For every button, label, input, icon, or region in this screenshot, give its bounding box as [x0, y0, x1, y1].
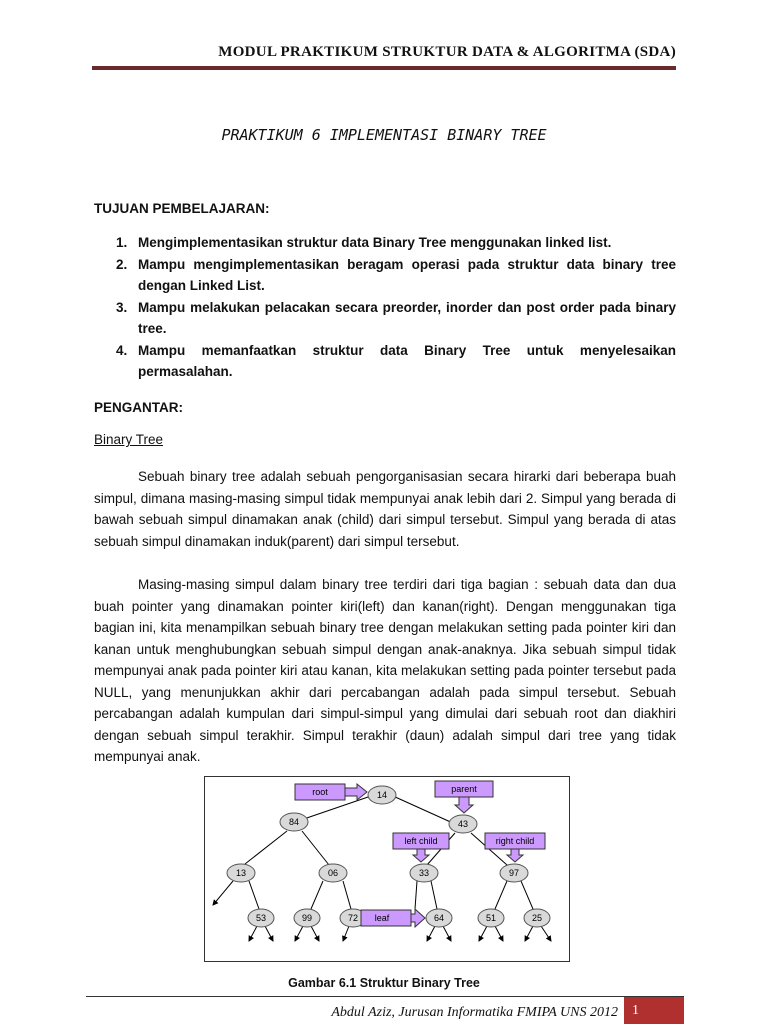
list-number: 1. — [116, 235, 128, 250]
node — [478, 909, 504, 927]
goals-list — [94, 232, 676, 383]
list-item — [94, 297, 676, 340]
node-label: 53 — [255, 913, 267, 923]
node-label: 99 — [301, 913, 313, 923]
node-label: 97 — [508, 868, 520, 878]
root-callout — [295, 784, 367, 800]
node — [319, 864, 347, 882]
list-text: Mengimplementasikan struktur data Binary Tree menggunakan linked list. — [138, 235, 612, 250]
paragraph-2-text: Masing-masing simpul dalam binary tree terdiri dari tiga bagian : sebuah data dan dua buah pointer yang dinamakan pointer kiri(left) dan kanan(right). Dengan menggunakan tiga bagian ini, kita menampilkan sebuah binary tree dengan melakukan setting pada pointer kiri dan kanan untuk menghubungkan sebuah simpul dengan anak-anaknya. Jika sebuah simpul tidak mempunyai anak pada pointer kiri atau kanan, kita melakukan setting pada pointer tersebut pada NULL, yang menunjukkan akhir dari percabangan adalah pada simpul tersebut. Sebuah percabangan adalah kumpulan dari simpul-simpul yang dimulai dari sebuah root dan diakhiri dengan sebuah simpul terakhir. Simpul terakhir (daun) adalah simpul dari tree yang tidak mempunyai anak. — [94, 577, 676, 764]
node-label: 25 — [531, 913, 543, 923]
figure-caption: Gambar 6.1 Struktur Binary Tree — [288, 976, 480, 990]
footer-rule — [86, 996, 684, 997]
list-item — [94, 254, 676, 297]
node — [500, 864, 528, 882]
node-label: 51 — [485, 913, 497, 923]
paragraph-2 — [94, 574, 676, 768]
node-label: 72 — [347, 913, 359, 923]
node-label: 14 — [376, 790, 388, 800]
root-label: root — [312, 787, 328, 797]
node-label: 33 — [418, 868, 430, 878]
node-label: 13 — [235, 868, 247, 878]
leaf-callout — [361, 909, 425, 927]
running-header: MODUL PRAKTIKUM STRUKTUR DATA & ALGORITMA (SDA) — [218, 44, 676, 60]
node — [524, 909, 550, 927]
node — [449, 815, 477, 833]
document-title: PRAKTIKUM 6 IMPLEMENTASI BINARY TREE — [221, 126, 547, 144]
node — [410, 864, 438, 882]
node-label: 64 — [433, 913, 445, 923]
right-child-label: right child — [495, 836, 535, 846]
binary-tree-figure — [204, 776, 570, 962]
right-child-callout — [485, 833, 545, 862]
paragraph-1-text: Sebuah binary tree adalah sebuah pengorganisasian secara hirarki dari beberapa buah simpul, dimana masing-masing simpul tidak mempunyai anak lebih dari 2. Simpul yang berada di bawah sebuah simpul dinamakan anak (child) dari simpul tersebut. Simpul yang berada di atas sebuah simpul dinamakan induk(parent) dari simpul tersebut. — [94, 469, 676, 549]
list-item — [94, 340, 676, 383]
node — [227, 864, 255, 882]
node — [248, 909, 274, 927]
node-label: 84 — [288, 817, 300, 827]
node — [368, 786, 396, 804]
list-number: 2. — [116, 256, 128, 272]
footer-text: Abdul Aziz, Jurusan Informatika FMIPA UNS 2012 — [331, 1005, 618, 1020]
binary-tree-diagram — [205, 777, 569, 961]
parent-callout — [435, 781, 493, 813]
left-child-callout — [393, 833, 449, 862]
list-item — [94, 232, 676, 254]
pengantar-heading: PENGANTAR: — [94, 400, 183, 415]
list-text: Mampu memanfaatkan struktur data Binary Tree untuk menyelesaikan permasalahan. — [138, 342, 676, 379]
paragraph-1 — [94, 466, 676, 552]
list-number: 3. — [116, 299, 128, 315]
node-label: 43 — [457, 819, 469, 829]
list-text: Mampu mengimplementasikan beragam operasi pada struktur data binary tree dengan Linked List. — [138, 256, 676, 293]
node — [426, 909, 452, 927]
page-number: 1 — [632, 1003, 639, 1018]
parent-label: parent — [451, 784, 477, 794]
list-text: Mampu melakukan pelacakan secara preorder, inorder dan post order pada binary tree. — [138, 299, 676, 336]
leaf-label: leaf — [374, 913, 390, 923]
header-rule — [92, 66, 676, 70]
node — [280, 813, 308, 831]
left-child-label: left child — [404, 836, 438, 846]
list-number: 4. — [116, 342, 128, 358]
binary-tree-subheading: Binary Tree — [94, 432, 164, 447]
node-label: 06 — [327, 868, 339, 878]
node — [294, 909, 320, 927]
page-number-box — [624, 997, 684, 1024]
tujuan-heading: TUJUAN PEMBELAJARAN: — [94, 201, 270, 216]
